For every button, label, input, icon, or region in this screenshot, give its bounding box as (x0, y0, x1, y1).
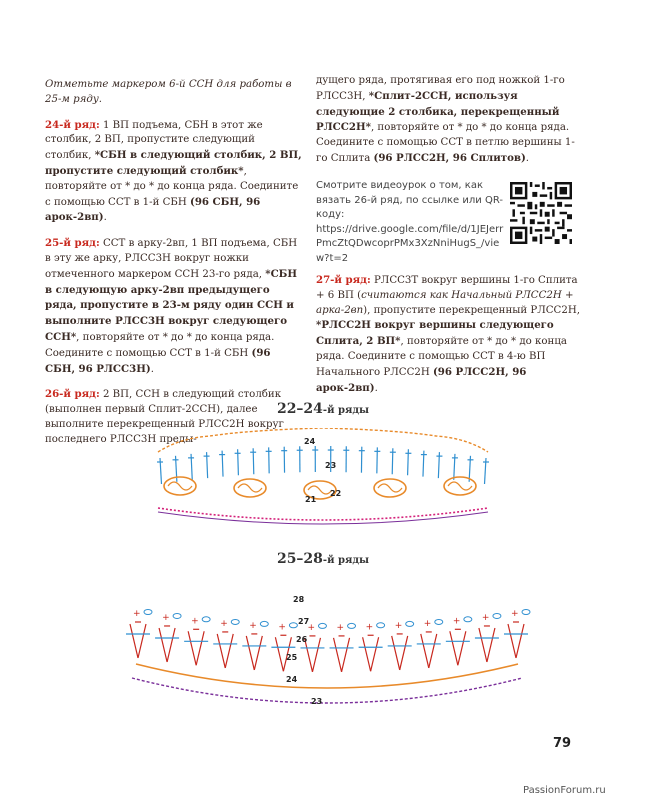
diagram-2-title-suffix: -й ряды (322, 555, 370, 566)
row-24-t3: . (103, 212, 107, 224)
row-27-block (316, 273, 586, 406)
cross-stitch (458, 631, 466, 665)
cross-stitch (312, 638, 320, 672)
row-23-stitches (157, 446, 489, 484)
label-21: 21 (305, 495, 317, 504)
diagram-1-title-suffix: -й ряды (322, 405, 370, 416)
cross-stitch (508, 624, 516, 658)
chain-loop (464, 617, 472, 622)
row-26-continued (316, 74, 586, 167)
cross-stitch (159, 628, 167, 662)
row-27-text (316, 273, 586, 396)
row-26-t1: 2 ВП, ССН в следующий столбик (выполнен первый Сплит-2ССН), далее выполните перекрещенный РЛСС2Н вокруг последнего РЛСС3Н преды- (45, 389, 284, 445)
shell-curl (238, 484, 262, 492)
chain-loop (144, 610, 152, 615)
cross-stitch (400, 636, 408, 670)
row-26-c3: . (525, 152, 530, 164)
chain-loop (318, 623, 326, 628)
right-column (316, 74, 586, 177)
plus-mark: + (452, 616, 461, 627)
row-26-c2: , повторяйте от * до * до конца ряда. Соедините с помощью ССТ в петлю вершины 1-го Сплита (316, 122, 575, 164)
cross-stitch (254, 636, 262, 670)
chain-loop (522, 610, 530, 615)
plus-mark: + (220, 618, 228, 629)
row-25-t1: ССТ в арку-2вп, 1 ВП подъема, СБН в эту же арку, РЛСС3Н вокруг ножки отмеченного маркером ССН 23-го ряда, (45, 238, 298, 280)
row-26-b2: (96 РЛСС2Н, 96 Сплитов) (373, 151, 526, 164)
label-23: 23 (325, 461, 337, 470)
cross-stitch (225, 634, 233, 668)
plus-mark: + (191, 616, 199, 627)
plus-mark: + (423, 618, 432, 629)
plus-mark: + (481, 612, 490, 623)
diagram-1-title-num: 22–24 (276, 401, 323, 417)
label-24: 24 (304, 437, 316, 446)
row-22-shells (164, 477, 476, 499)
video-link[interactable]: https://drive.google.com/file/d/1JEJerrPmcZtQDwcoprPMx3XzNniHugS_/view?t=2 (316, 223, 504, 264)
cross-stitch (167, 628, 175, 662)
row-25-t2: , повторяйте от * до * до конца ряда. Соедините с помощью ССТ в 1-й СБН (45, 331, 275, 359)
chain-loop (173, 613, 181, 618)
chain-loop (260, 621, 268, 626)
row-25-text (45, 236, 303, 377)
plus-mark: + (249, 620, 257, 631)
row-24-label: 24-й ряд: (45, 118, 100, 131)
cross-stitch (516, 624, 524, 658)
cross-stitch (392, 636, 400, 670)
qr-code-icon[interactable] (510, 182, 572, 244)
watermark: PassionForum.ru (523, 785, 606, 796)
chain-loop (377, 623, 385, 628)
cross-stitch (429, 634, 437, 668)
row-27-t2: ), пропустите перекрещенный РЛСС2Н, (363, 304, 580, 316)
row-24-arc (136, 664, 518, 688)
label-23b: 23 (311, 697, 323, 706)
row-24-b1: *СБН в следующий столбик, 2 ВП, пропустите следующий столбик* (45, 149, 302, 177)
label-22: 22 (330, 489, 342, 498)
shell-curl (308, 486, 332, 494)
cross-stitch (371, 637, 379, 671)
shell-curl (168, 482, 192, 490)
chain-loop (348, 623, 356, 628)
shell-curl (378, 484, 402, 492)
row-27-t1: РЛСС3Т вокруг вершины 1-го Сплита + 6 ВП ( (316, 275, 578, 301)
plus-mark: + (336, 622, 345, 633)
row-26-label: 26-й ряд: (45, 388, 100, 401)
row-27-t3: , повторяйте от * до * до конца ряда. Соедините с помощью ССТ в 4-ю ВП Начального РЛСС2Н (316, 336, 567, 378)
row-24-text (45, 118, 303, 227)
row-24-t2: , повторяйте от * до * до конца ряда. Соедините с помощью ССТ в 1-й СБН (45, 165, 299, 208)
cross-stitch (487, 628, 495, 662)
row-24-t1: 1 ВП подъема, СБН в этот же столбик, 2 ВП, пропустите следующий столбик, (45, 119, 263, 162)
plus-mark: + (307, 622, 316, 633)
cross-stitch (275, 637, 283, 671)
cross-stitch (363, 637, 371, 671)
cross-stitch (342, 638, 350, 672)
diagram-1-title (0, 401, 646, 417)
row-27-b1: *РЛСС2Н вокруг вершины следующего Сплита, 2 ВП* (316, 319, 554, 348)
diagram-rows-22-24 (150, 428, 496, 532)
row-25-b2: (96 СБН, 96 РЛСС3Н) (45, 346, 271, 375)
cross-stitch (130, 624, 138, 658)
label-26: 26 (296, 635, 308, 644)
rows-25-28-stitches (126, 609, 530, 703)
diagram-2-title (0, 551, 646, 567)
row-26-b1: *Сплит-2ССН, используя следующие 2 столбика, перекрещенный РЛСС2Н* (316, 89, 560, 134)
cross-stitch (479, 628, 487, 662)
row-26-c1: дущего ряда, протягивая его под ножкой 1-го РЛСС3Н, (316, 75, 565, 102)
cross-stitch (196, 631, 204, 665)
cross-stitch (217, 634, 225, 668)
chain-loop (406, 621, 414, 626)
chain-loop (231, 619, 239, 624)
row-24-arcs (158, 428, 488, 452)
qr-caption-text: Смотрите видеоурок о том, как вязать 26-й ряд, по ссылке или QR-коду: (316, 180, 503, 220)
row-27-i1: считаются как Начальный РЛСС2Н + арка-2вп (316, 289, 574, 316)
row-27-b2: (96 РЛСС2Н, 96 арок-2вп) (316, 365, 527, 394)
row-23-arc (132, 678, 522, 703)
label-25: 25 (286, 653, 298, 662)
row-27-t4: . (374, 382, 378, 394)
cross-stitch (188, 631, 196, 665)
row-25-b1: *СБН в следующую арку-2вп предыдущего ряда, пропустите в 23-м ряду один ССН и выполните РЛСС3Н вокруг следующего ССН* (45, 267, 298, 343)
qr-caption (316, 179, 506, 266)
row-24-b2: (96 СБН, 96 арок-2вп) (45, 195, 261, 224)
cross-stitch (334, 638, 342, 672)
shell-curl (448, 482, 472, 490)
plus-mark: + (365, 622, 374, 633)
chain-loop (289, 623, 297, 628)
label-28: 28 (293, 595, 305, 604)
cross-stitch (450, 631, 458, 665)
chain-loop (493, 613, 501, 618)
cross-stitch (138, 624, 146, 658)
label-27: 27 (298, 617, 310, 626)
row-25-t3: . (150, 363, 154, 375)
row-27-label: 27-й ряд: (316, 274, 371, 286)
cross-stitch (421, 634, 429, 668)
plus-mark: + (133, 609, 141, 619)
page-number: 79 (553, 736, 572, 751)
plus-mark: + (162, 612, 170, 623)
diagram-2-title-num: 25–28 (276, 551, 323, 567)
diagram-rows-25-28 (118, 588, 536, 718)
chain-loop (202, 617, 210, 622)
plus-mark: + (511, 609, 519, 619)
intro-text: Отметьте маркером 6-й ССН для работы в 25-м ряду. (45, 79, 292, 105)
row-25-label: 25-й ряд: (45, 237, 100, 250)
chain-loop (435, 619, 443, 624)
plus-mark: + (278, 622, 286, 633)
plus-mark: + (394, 620, 403, 631)
cross-stitch (246, 636, 254, 670)
label-24b: 24 (286, 675, 298, 684)
